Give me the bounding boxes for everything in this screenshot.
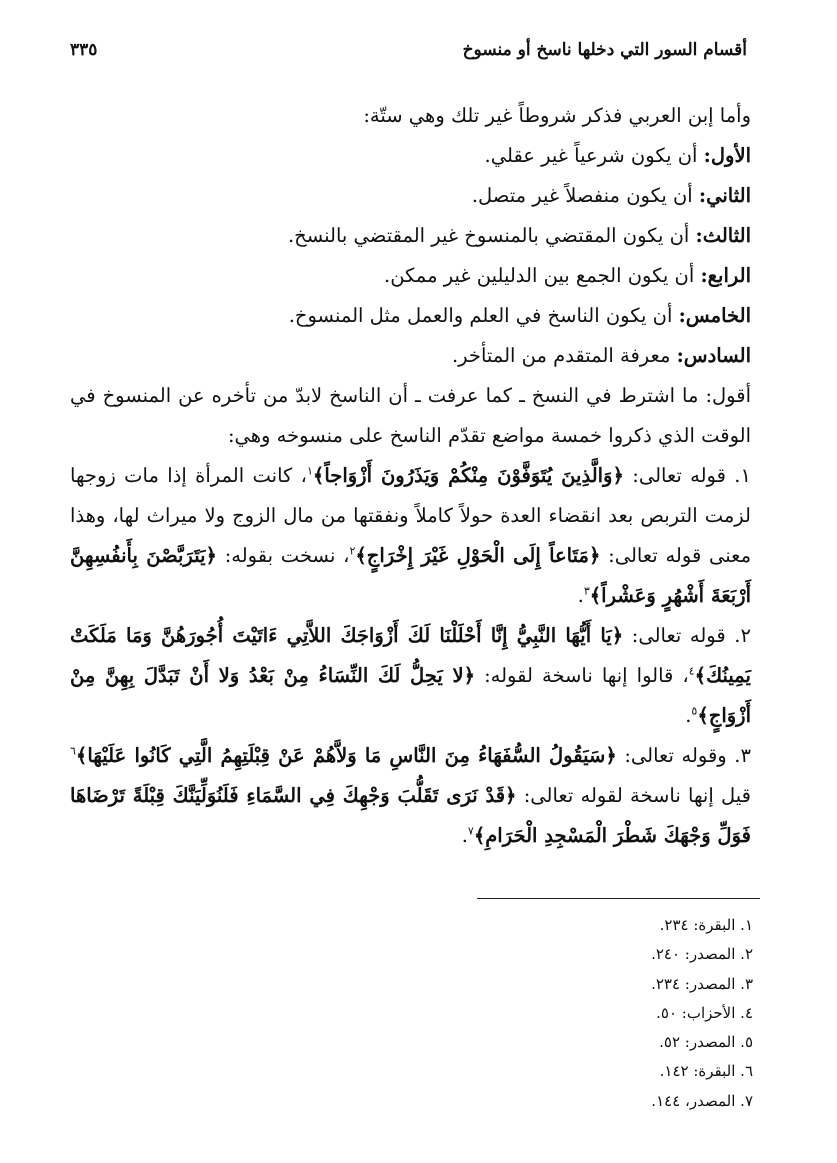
condition-4 <box>70 256 751 296</box>
condition-1 <box>70 136 751 176</box>
footnote-item: ٧. المصدر، ١٤٤. <box>651 1091 753 1110</box>
footnote-ref[interactable]: ٧ <box>467 824 474 838</box>
aqul-paragraph: أقول: ما اشترط في النسخ ـ كما عرفت ـ أن الناسخ لابدّ من تأخره عن المنسوخ في الوقت الذي ذكروا خمسة مواضع تقدّم الناسخ على منسوخه وهي: <box>70 384 751 447</box>
item-text: ، كانت المرأة إذا مات زوجها لزمت التربص بعد انقضاء العدة حولاً كاملاً ونفقتها من مال الزوج ولا ميراث لها، وهذا معنى قوله تعالى: <box>70 464 752 567</box>
quran-verse: ﴿مَتَاعاً إِلَى الْحَوْلِ غَيْرَ إِخْرَاجٍ﴾ <box>355 544 601 567</box>
condition-label: الأول: <box>703 144 751 167</box>
footnote-ref[interactable]: ٣ <box>583 584 590 598</box>
item-3 <box>70 736 751 856</box>
condition-text: معرفة المتقدم من المتأخر. <box>451 344 677 367</box>
condition-text: أن يكون منفصلاً غير متصل. <box>471 184 699 207</box>
running-header <box>70 40 747 70</box>
footnote-ref[interactable]: ٤ <box>688 664 695 678</box>
main-text <box>70 96 751 856</box>
item-text: قيل إنها ناسخة لقوله تعالى: <box>516 784 751 807</box>
condition-text: أن يكون المقتضي بالمنسوخ غير المقتضي بالنسخ. <box>287 224 696 247</box>
footnote-divider <box>477 898 760 899</box>
page-number: ٣٣٥ <box>70 40 98 60</box>
quran-verse: ﴿سَيَقُولُ السُّفَهَاءُ مِنَ النَّاسِ مَا وَلاَّهُمْ عَنْ قِبْلَتِهِمُ الَّتِي كَانُوا عَلَيْهَا﴾ <box>75 744 617 767</box>
quran-verse: ﴿وَالَّذِينَ يُتَوَفَّوْنَ مِنْكُمْ وَيَذَرُونَ أَزْوَاجاً﴾ <box>312 464 624 487</box>
footnote-ref[interactable]: ٥ <box>691 704 698 718</box>
condition-2 <box>70 176 751 216</box>
condition-text: أن يكون الجمع بين الدليلين غير ممكن. <box>384 264 701 287</box>
intro-paragraph: وأما إبن العربي فذكر شروطاً غير تلك وهي ستّة: <box>363 104 751 127</box>
item-text: . <box>577 584 584 607</box>
item-text: ، نسخت بقوله: <box>216 544 350 567</box>
quran-verse: ﴿يَا أَيُّهَا النَّبِيُّ إِنَّا أَحْلَلْنَا لَكَ أَزْوَاجَكَ اللاَّتِي ءَاتَيْتَ أُجُورَهُنَّ وَمَا مَلَكَتْ يَمِينُكَ﴾ <box>70 624 751 687</box>
item-text: ، قالوا إنها ناسخة لقوله: <box>475 664 689 687</box>
quran-verse: ﴿يَتَرَبَّصْنَ بِأَنفُسِهِنَّ أَرْبَعَةَ أَشْهُرٍ وَعَشْراً﴾ <box>70 544 751 607</box>
item-text: ٢. قوله تعالى: <box>623 624 751 647</box>
footnote-ref[interactable]: ٢ <box>349 544 356 558</box>
quran-verse: ﴿لا يَحِلُّ لَكَ النِّسَاءُ مِنْ بَعْدُ وَلا أَنْ تَبَدَّلَ بِهِنَّ مِنْ أَزْوَاجٍ﴾ <box>70 664 751 727</box>
condition-label: الرابع: <box>700 264 751 287</box>
header-title: أقسام السور التي دخلها ناسخ أو منسوخ <box>462 40 747 60</box>
footnote-item: ٥. المصدر: ٥٢. <box>659 1033 753 1052</box>
item-1 <box>70 456 751 616</box>
footnote-item: ٣. المصدر: ٢٣٤. <box>651 974 753 993</box>
condition-label: الثاني: <box>698 184 751 207</box>
condition-3 <box>70 216 751 256</box>
footnote-item: ٢. المصدر: ٢٤٠. <box>651 945 753 964</box>
quran-verse: ﴿قَدْ نَرَى تَقَلُّبَ وَجْهِكَ فِي السَّمَاءِ فَلَنُوَلِّيَنَّكَ قِبْلَةً تَرْضَاهَا فَوَلِّ وَجْهَكَ شَطْرَ الْمَسْجِدِ الْحَرَامِ﴾ <box>70 784 751 847</box>
condition-5 <box>70 296 751 336</box>
item-text: . <box>685 704 692 727</box>
footnote-item: ٤. الأحزاب: ٥٠. <box>656 1003 753 1022</box>
footnote-item: ١. البقرة: ٢٣٤. <box>659 916 753 934</box>
condition-6 <box>70 336 751 376</box>
condition-label: الخامس: <box>678 304 751 327</box>
condition-text: أن يكون الناسخ في العلم والعمل مثل المنسوخ. <box>288 304 679 327</box>
footnotes <box>433 911 753 1116</box>
footnote-item: ٦. البقرة: ١٤٢. <box>659 1062 753 1081</box>
condition-label: الثالث: <box>695 224 751 247</box>
item-2 <box>70 616 751 736</box>
condition-label: السادس: <box>676 344 751 367</box>
condition-text: أن يكون شرعياً غير عقلي. <box>484 144 704 167</box>
item-text: . <box>461 824 468 847</box>
footnote-ref[interactable]: ١ <box>306 464 313 478</box>
item-text: ٣. وقوله تعالى: <box>616 744 751 767</box>
footnote-ref[interactable]: ٦ <box>70 744 76 758</box>
item-text: ١. قوله تعالى: <box>623 464 751 487</box>
